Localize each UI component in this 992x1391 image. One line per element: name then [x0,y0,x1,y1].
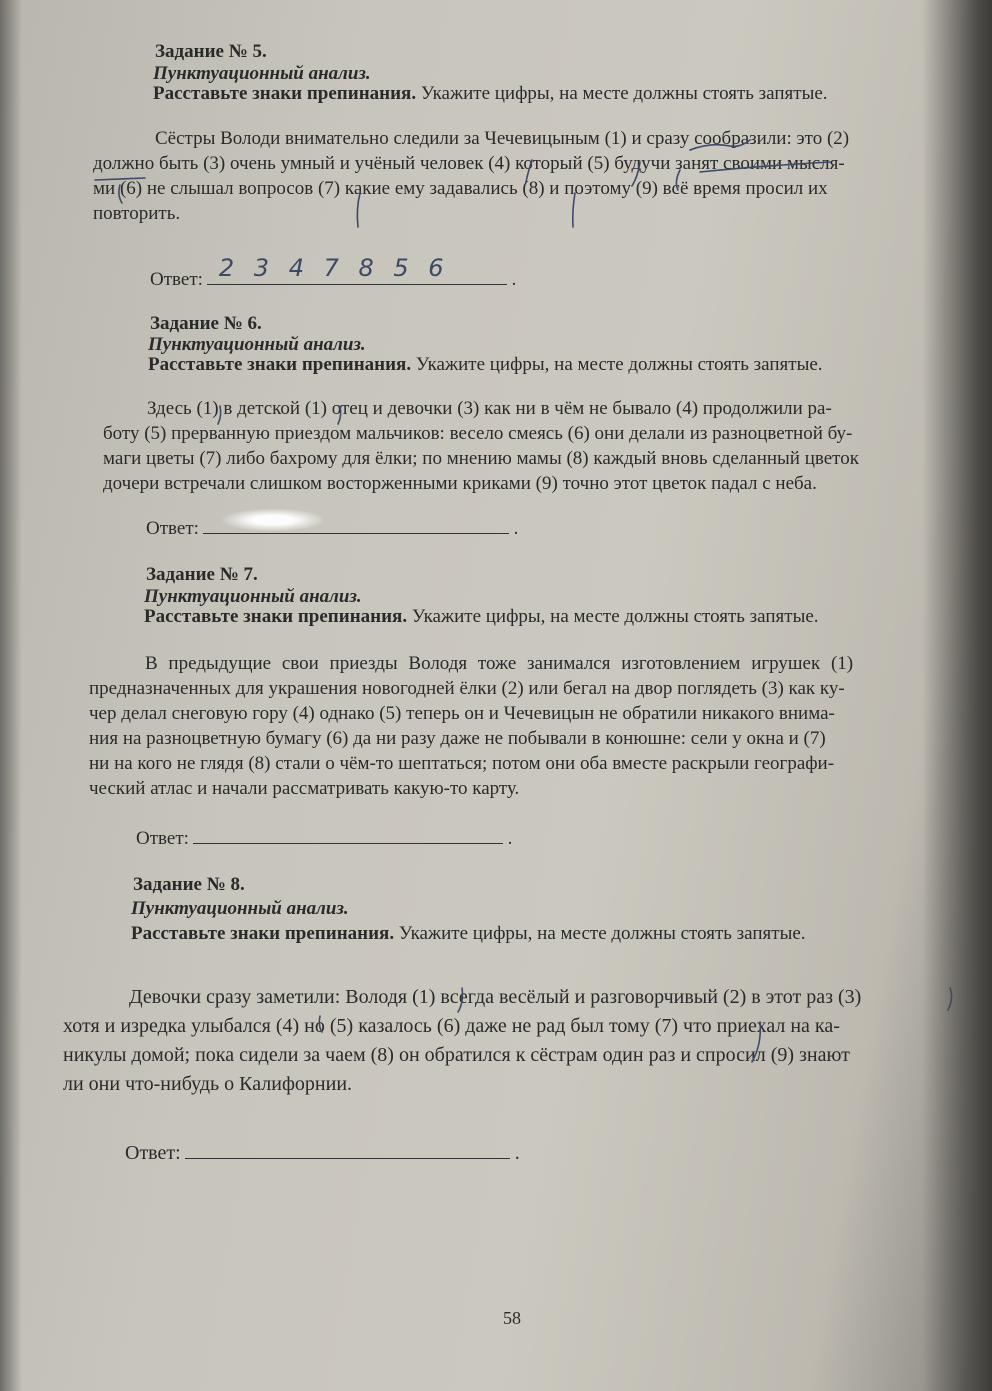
task-5-subtitle: Пунктуационный анализ. [153,63,371,84]
task-6-line-1: Здесь (1) в детской (1) отец и девочки (3) как ни в чём не бывало (4) продолжили ра- [147,398,832,419]
task-7-subtitle: Пунктуационный анализ. [144,586,362,607]
task-5-text [93,126,849,226]
task-6-line-2: боту (5) прерванную приездом мальчиков: весело смеясь (6) они делали из разноцветной бу- [103,423,853,444]
task-7-line-6: ческий атлас и начали рассматривать какую-то карту. [89,778,520,799]
task-5-line-3: ми (6) не слышал вопросов (7) какие ему задавались (8) и поэтому (9) всё время просил их [93,178,828,199]
task-6-instruction: Расставьте знаки препинания. Укажите цифры, на месте должны стоять запятые. [148,354,823,375]
task-8-answer-label: Ответ: [125,1142,181,1164]
task-8-line-4: ли они что-нибудь о Калифорнии. [63,1073,353,1095]
task-7-line-3: чер делал снеговую гору (4) однако (5) теперь он и Чечевицын не обратили никакого внима- [89,703,835,724]
task-8-answer [125,1138,520,1165]
task-7-line-2: предназначенных для украшения новогодней ёлки (2) или бегал на двор поглядеть (3) как ку- [89,678,845,699]
task-5-answer-field[interactable] [207,254,507,285]
task-6-answer-field[interactable] [203,513,509,534]
task-7-instruction: Расставьте знаки препинания. Укажите цифры, на месте должны стоять запятые. [144,606,819,627]
task-5-title: Задание № 5. [155,41,267,62]
task-8-line-3: никулы домой; пока сидели за чаем (8) он обратился к сёстрам один раз и спросил (9) знают [63,1044,850,1066]
task-7-text [89,651,853,801]
task-8-answer-field[interactable] [185,1138,510,1159]
task-6-line-4: дочери встречали слишком восторженными криками (9) точно этот цветок падал с неба. [103,473,817,494]
task-8-title: Задание № 8. [133,874,245,895]
blurred-answer-region [223,509,323,531]
task-8-text [63,983,861,1099]
task-7-answer [136,823,512,850]
task-6-line-3: маги цветы (7) либо бахрому для ёлки; по мнению мамы (8) каждый вновь сделанный цветок [103,448,859,469]
task-8-subtitle: Пунктуационный анализ. [131,898,349,919]
task-5-line-4: повторить. [93,203,181,224]
task-5-line-1: Сёстры Володи внимательно следили за Чечевицыным (1) и сразу сообразили: это (2) [155,128,850,149]
task-6-answer-dot: . [508,518,519,539]
page-number: 58 [503,1308,521,1328]
task-5-answer [150,254,517,291]
task-6-text [103,396,859,496]
task-8-instruction: Расставьте знаки препинания. Укажите цифры, на месте должны стоять запятые. [131,923,806,944]
task-5-answer-label: Ответ: [150,269,203,290]
task-5-line-2: должно быть (3) очень умный и учёный человек (4) который (5) будучи занят своими мысля- [93,153,845,174]
task-8-answer-dot: . [509,1142,520,1164]
task-7-answer-field[interactable] [193,823,503,844]
task-6-subtitle: Пунктуационный анализ. [148,334,366,355]
task-7-title: Задание № 7. [146,564,258,585]
task-6-answer [146,513,518,540]
task-5-handwritten-answer: 2 3 4 7 8 5 6 [218,254,450,282]
task-7-line-1: В предыдущие свои приезды Володя тоже занимался изготовлением игрушек (1) [145,653,854,674]
task-7-line-4: ния на разноцветную бумагу (6) да ни разу даже не побывали в конюшне: сели у окна и (7) [89,728,826,749]
task-7-line-5: ни на кого не глядя (8) стали о чём-то шептаться; потом они оба вместе раскрыли географи- [89,753,835,774]
task-8-line-2: хотя и изредка улыбался (4) но (5) казалось (6) даже не рад был тому (7) что приехал на ка- [63,1015,840,1037]
task-6-answer-label: Ответ: [146,518,199,539]
pencil-mark [948,988,952,1010]
task-7-answer-dot: . [502,828,513,849]
task-5-instruction: Расставьте знаки препинания. Укажите цифры, на месте должны стоять запятые. [153,83,828,104]
task-5-answer-dot: . [506,269,517,290]
task-7-answer-label: Ответ: [136,828,189,849]
task-6-title: Задание № 6. [150,313,262,334]
task-8-line-1: Девочки сразу заметили: Володя (1) всегда весёлый и разговорчивый (2) в этот раз (3) [129,986,862,1008]
